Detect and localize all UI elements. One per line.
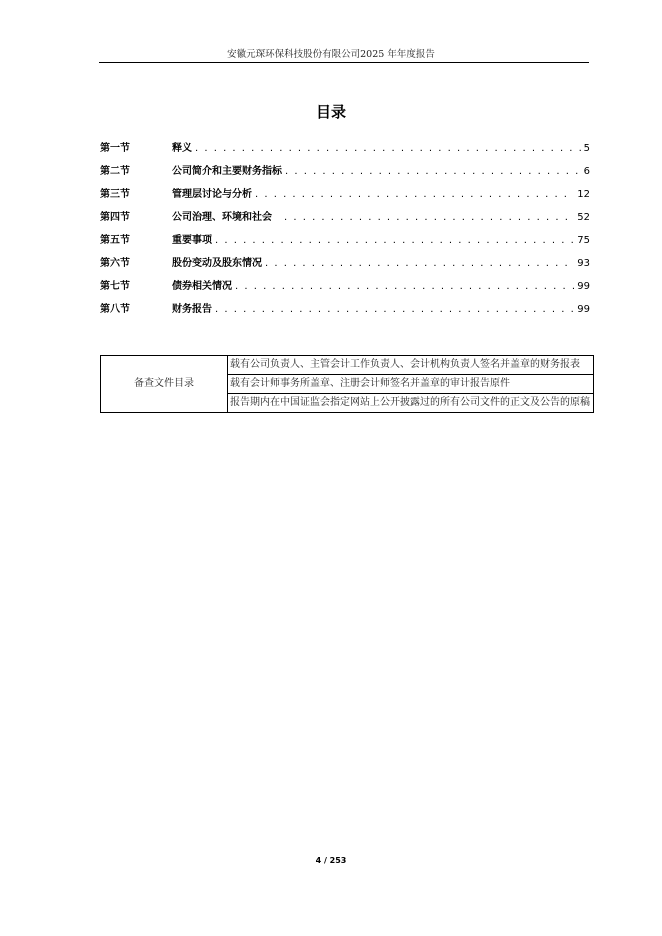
toc-page-number: 52: [577, 212, 590, 223]
reference-documents-table: [100, 355, 594, 413]
toc-page-number: 93: [577, 258, 590, 269]
toc-section-number: 第一节: [100, 143, 130, 154]
toc-page-number: 99: [577, 304, 590, 315]
reference-document-item: 载有会计师事务所盖章、注册会计师签名并盖章的审计报告原件: [228, 375, 594, 394]
toc-entry[interactable]: [100, 162, 590, 185]
toc-entry[interactable]: [100, 254, 590, 277]
toc-leader-dots: [195, 143, 581, 154]
toc-section-number: 第三节: [100, 189, 130, 200]
reference-documents-label: 备查文件目录: [101, 356, 228, 413]
toc-section-title: 债券相关情况: [172, 281, 232, 292]
toc-section-number: 第四节: [100, 212, 130, 223]
toc-section-number: 第五节: [100, 235, 130, 246]
toc-section-title: 释义: [172, 143, 192, 154]
toc-page-number: 5: [583, 143, 590, 154]
toc-section-title: 公司简介和主要财务指标: [172, 166, 282, 177]
toc-section-number: 第七节: [100, 281, 130, 292]
toc-section-number: 第二节: [100, 166, 130, 177]
toc-entry[interactable]: [100, 139, 590, 162]
toc-section-number: 第六节: [100, 258, 130, 269]
toc-leader-dots: [285, 166, 581, 177]
toc-entry[interactable]: [100, 300, 590, 323]
table-row: [101, 356, 594, 375]
header-divider: [99, 62, 589, 63]
toc-section-title: 管理层讨论与分析: [172, 189, 252, 200]
toc-leader-dots: [265, 258, 574, 269]
toc-leader-dots: [235, 281, 574, 292]
page-header: 安徽元琛环保科技股份有限公司2025 年年度报告: [227, 49, 435, 60]
reference-document-item: 报告期内在中国证监会指定网站上公开披露过的所有公司文件的正文及公告的原稿: [228, 394, 594, 413]
toc-entry[interactable]: [100, 208, 590, 231]
toc-section-title: 财务报告: [172, 304, 212, 315]
toc-entry[interactable]: [100, 277, 590, 300]
toc-section-title: 股份变动及股东情况: [172, 258, 262, 269]
toc-section-title: 公司治理、环境和社会: [172, 212, 272, 223]
toc-entry[interactable]: [100, 231, 590, 254]
toc-page-number: 12: [577, 189, 590, 200]
toc-page-number: 75: [577, 235, 590, 246]
toc-section-number: 第八节: [100, 304, 130, 315]
reference-document-item: 载有公司负责人、主管会计工作负责人、会计机构负责人签名并盖章的财务报表: [228, 356, 594, 375]
page-number: 4 / 253: [315, 856, 347, 865]
toc-page-number: 99: [577, 281, 590, 292]
toc-leader-dots: [255, 189, 574, 200]
toc-leader-dots: [215, 235, 574, 246]
toc-leader-dots: [284, 212, 574, 223]
table-of-contents: [100, 139, 590, 323]
toc-title: 目录: [315, 103, 346, 121]
toc-page-number: 6: [583, 166, 590, 177]
toc-entry[interactable]: [100, 185, 590, 208]
toc-leader-dots: [215, 304, 574, 315]
toc-section-title: 重要事项: [172, 235, 212, 246]
